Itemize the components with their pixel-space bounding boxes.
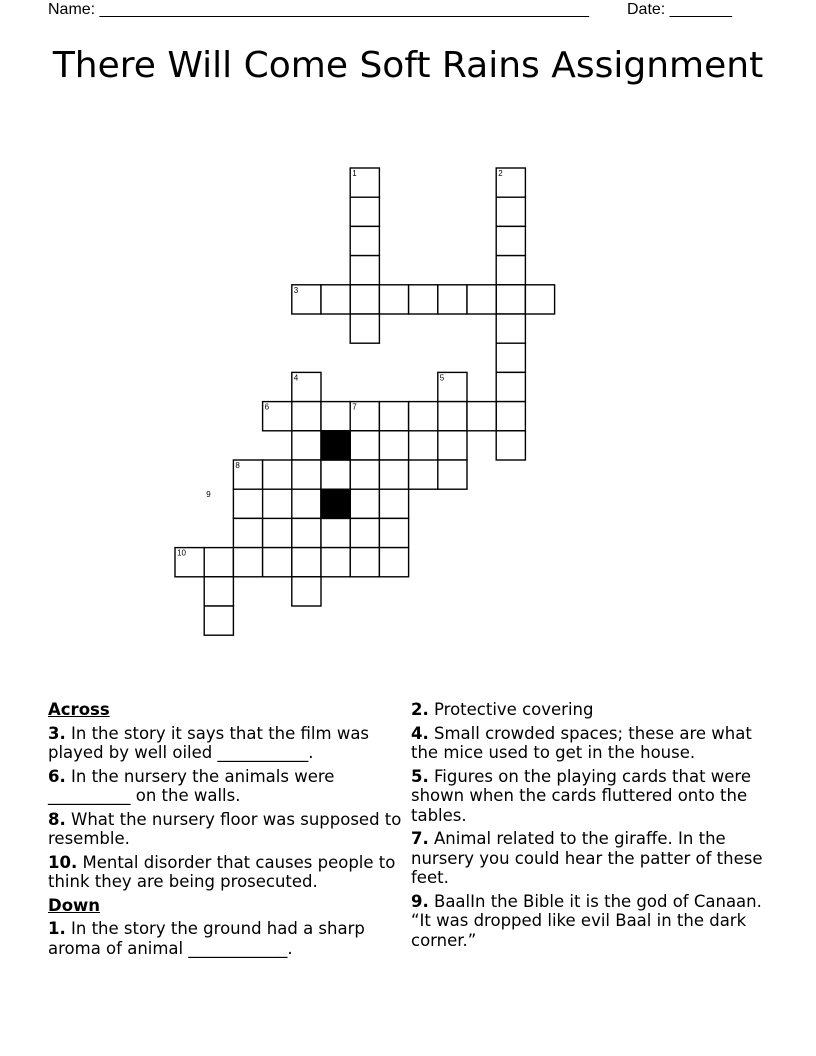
crossword-cell[interactable] [496,372,525,401]
crossword-cell[interactable] [292,372,321,401]
crossword-cell[interactable] [438,372,467,401]
crossword-black-cell [321,431,350,460]
clue-across-8: 8. What the nursery floor was supposed to resemble. [48,809,402,848]
crossword-cell[interactable] [496,168,525,197]
across-heading: Across [48,700,110,719]
clues-left-column [48,700,408,962]
crossword-cell[interactable] [379,548,408,577]
crossword-cell[interactable] [409,285,438,314]
clue-down-7: 7. Animal related to the giraffe. In the nursery you could hear the patter of these feet. [411,829,763,887]
crossword-cell[interactable] [263,402,292,431]
crossword-cell[interactable] [496,402,525,431]
crossword-cell[interactable] [438,285,467,314]
crossword-cell[interactable] [321,518,350,547]
crossword-cell[interactable] [350,285,379,314]
clue-number-7: 7 [352,402,357,412]
crossword-cell[interactable] [379,489,408,518]
crossword-cell[interactable] [292,460,321,489]
clue-number-4: 4 [293,373,299,383]
crossword-cell[interactable] [321,548,350,577]
clue-number-1: 1 [352,169,357,178]
crossword-cell[interactable] [233,518,262,547]
clue-down-2: 2. Protective covering [411,700,594,719]
crossword-cell[interactable] [292,402,321,431]
crossword-cell[interactable] [204,548,233,577]
crossword-cell[interactable] [233,548,262,577]
crossword-cell[interactable] [438,402,467,431]
clue-number-2: 2 [498,169,503,178]
crossword-cell[interactable] [292,431,321,460]
crossword-cell[interactable] [379,460,408,489]
crossword-cell[interactable] [350,431,379,460]
clue-across-3: 3. In the story it says that the film was played by well oiled ___________. [48,723,370,762]
clue-across-6: 6. In the nursery the animals were __________ on the walls. [48,766,335,805]
crossword-cell[interactable] [321,489,350,518]
crossword-cell[interactable] [263,518,292,547]
crossword-cell[interactable] [496,314,525,343]
crossword-cell[interactable] [233,460,262,489]
crossword-cell[interactable] [379,402,408,431]
name-field-label: Name: _______________________________________________________ [48,1,589,18]
crossword-cell[interactable] [496,256,525,285]
crossword-cell[interactable] [292,518,321,547]
crossword-cell[interactable] [321,285,350,314]
crossword-cell[interactable] [409,460,438,489]
clue-down-5: 5. Figures on the playing cards that were shown when the cards fluttered onto the tables. [411,766,751,825]
crossword-cell[interactable] [350,489,379,518]
crossword-cell[interactable] [525,285,554,314]
clue-number-5: 5 [439,373,445,383]
clue-down-9: 9. BaalIn the Bible it is the god of Canaan. “It was dropped like evil Baal in the dark corner.” [411,891,762,950]
crossword-cell[interactable] [292,548,321,577]
crossword-cell[interactable] [204,606,233,635]
crossword-cell[interactable] [496,197,525,226]
crossword-cell[interactable] [350,256,379,285]
crossword-cell[interactable] [292,489,321,518]
crossword-cell[interactable] [467,285,496,314]
clue-number-8: 8 [235,461,240,470]
crossword-cell[interactable] [496,285,525,314]
crossword-cell[interactable] [350,402,379,431]
crossword-cell[interactable] [175,548,204,577]
down-heading: Down [48,895,101,915]
clue-number-6: 6 [264,402,270,412]
crossword-cell[interactable] [233,489,262,518]
page-title: There Will Come Soft Rains Assignment [52,45,764,86]
header [48,0,748,20]
crossword-cell[interactable] [350,168,379,197]
clue-number-9: 9 [206,490,211,500]
crossword-cell[interactable] [467,402,496,431]
crossword-cell[interactable] [204,577,233,606]
clue-across-10: 10. Mental disorder that causes people to think they are being prosecuted. [48,852,396,891]
crossword-cell[interactable] [321,460,350,489]
crossword-cell[interactable] [409,402,438,431]
crossword-cell[interactable] [350,314,379,343]
crossword-cell[interactable] [379,518,408,547]
clue-down-4: 4. Small crowded spaces; these are what the mice used to get in the house. [411,723,752,762]
clues-right-column [411,700,771,954]
crossword-cell[interactable] [496,343,525,372]
crossword-cell[interactable] [321,402,350,431]
crossword-cell[interactable] [263,548,292,577]
crossword-cell[interactable] [292,577,321,606]
crossword-cell[interactable] [379,431,408,460]
crossword-cell[interactable] [350,197,379,226]
crossword-cell[interactable] [496,226,525,255]
crossword-cell[interactable] [263,460,292,489]
crossword-cell[interactable] [438,460,467,489]
crossword-cell[interactable] [496,431,525,460]
clue-number-3: 3 [293,285,299,295]
crossword-cell[interactable] [379,285,408,314]
crossword-cell[interactable] [350,518,379,547]
clue-down-1: 1. In the story the ground had a sharp aroma of animal ____________. [48,919,365,958]
crossword-cell[interactable] [350,548,379,577]
crossword-cell[interactable] [292,285,321,314]
crossword-cell[interactable] [350,460,379,489]
crossword-cell[interactable] [438,431,467,460]
clue-number-10: 10 [177,548,186,558]
date-field-label: Date: _______ [627,1,732,18]
crossword-cell[interactable] [350,226,379,255]
